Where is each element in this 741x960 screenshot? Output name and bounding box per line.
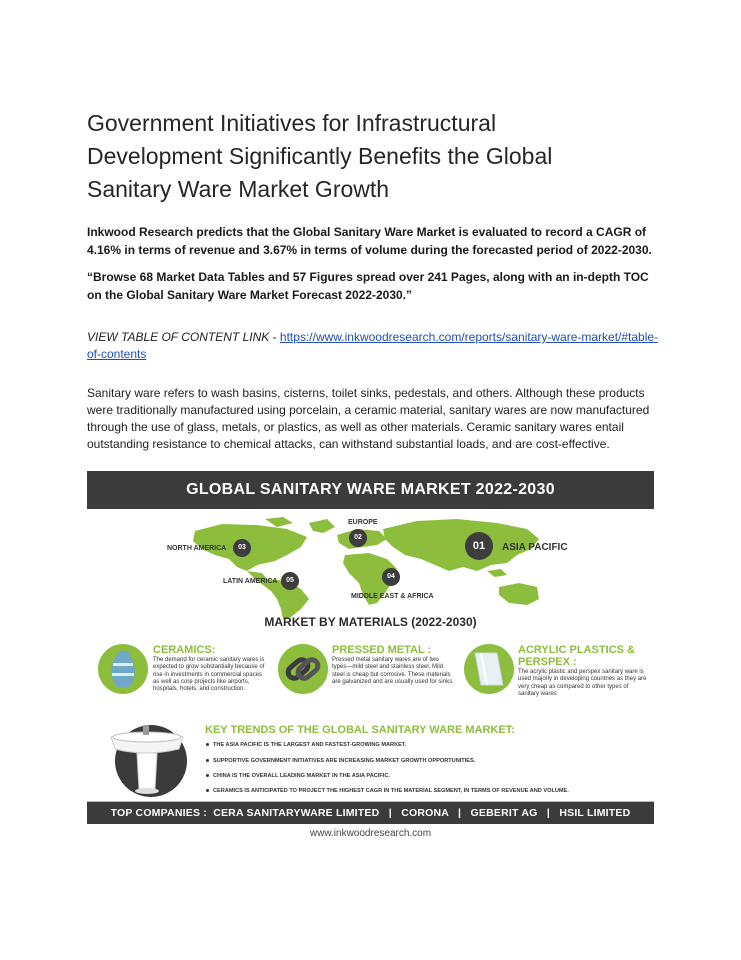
trend-text: CHINA IS THE OVERALL LEADING MARKET IN THE ASIA PACIFIC.	[213, 773, 390, 779]
infographic-banner: GLOBAL SANITARY WARE MARKET 2022-2030	[87, 471, 654, 509]
description-paragraph: Sanitary ware refers to wash basins, cisterns, toilet sinks, pedestals, and others. Although these products were traditionally manufactured using porcelain, a ceramic material, sanitary wares are now manufactured through the use of glass, metals, or plastics, as well as other materials. Ceramic sanitary wares entail outstanding resistance to chemical attacks, can withstand substantial loads, and are cost-effective.	[87, 386, 650, 451]
trend-text: CERAMICS IS ANTICIPATED TO PROJECT THE HIGHEST CAGR IN THE MATERIAL SEGMENT, IN TERMS OF REVENUE AND VOLUME.	[213, 788, 569, 794]
bullet-icon	[206, 743, 209, 746]
title-line-3: Sanitary Ware Market Growth	[87, 176, 390, 203]
acrylic-sheet-icon	[463, 643, 515, 695]
materials-title: MARKET BY MATERIALS (2022-2030)	[264, 615, 477, 629]
toc-separator: -	[269, 330, 280, 344]
region-marker-05: 05	[281, 572, 299, 590]
material-acrylic-body: The acrylic plastic and perspex sanitary ware is used majorly in developing countries as they are very cheap as compared to other types of sanitary wares	[518, 669, 647, 697]
material-acrylic	[518, 644, 650, 698]
region-marker-02: 02	[349, 529, 367, 547]
page-title	[87, 107, 687, 206]
trend-item	[206, 758, 475, 764]
region-label-north-america: NORTH AMERICA	[167, 545, 227, 552]
top-companies-bar: TOP COMPANIES : CERA SANITARYWARE LIMITED | CORONA | GEBERIT AG | HSIL LIMITED	[87, 802, 654, 824]
region-marker-03: 03	[233, 539, 251, 557]
ceramic-vase-icon	[97, 643, 149, 695]
bullet-icon	[206, 759, 209, 762]
browse-paragraph: “Browse 68 Market Data Tables and 57 Figures spread over 241 Pages, along with an in-depth TOC on the Global Sanitary Ware Market Forecast 2022-2030.”	[87, 270, 649, 302]
title-line-1: Government Initiatives for Infrastructural	[87, 110, 497, 137]
material-pressed-metal-head: PRESSED METAL :	[332, 644, 432, 656]
trends-title: KEY TRENDS OF THE GLOBAL SANITARY WARE MARKET:	[205, 724, 515, 736]
trend-item	[206, 742, 406, 748]
material-ceramics	[153, 644, 269, 693]
trend-item	[206, 788, 569, 794]
region-label-europe: EUROPE	[348, 519, 378, 526]
pedestal-sink-icon	[105, 715, 189, 799]
toc-line	[87, 329, 662, 363]
toc-label: VIEW TABLE OF CONTENT LINK	[87, 330, 270, 344]
material-acrylic-head-2: PERSPEX :	[518, 656, 577, 668]
material-ceramics-body: The demand for ceramic sanitary wares is expected to grow substantially because of rise in investments in commercial spaces as well as core projects like airports, hospitals, hotels, and construction.	[153, 657, 265, 693]
toc-link[interactable]: https://www.inkwoodresearch.com/reports/sanitary-ware-market/#table-of-contents	[87, 330, 659, 361]
region-label-middle-east-africa: MIDDLE EAST & AFRICA	[351, 593, 434, 600]
infographic	[87, 471, 654, 824]
material-ceramics-head: CERAMICS:	[153, 644, 216, 656]
chain-link-icon	[277, 643, 329, 695]
trend-text: THE ASIA PACIFIC IS THE LARGEST AND FASTEST-GROWING MARKET.	[213, 742, 407, 748]
material-pressed-metal	[332, 644, 454, 686]
region-marker-01: 01	[465, 532, 493, 560]
trend-text: SUPPORTIVE GOVERNMENT INITIATIVES ARE INCREASING MARKET GROWTH OPPORTUNITIES.	[213, 758, 476, 764]
material-pressed-metal-body: Pressed metal sanitary wares are of two types—mild steel and stainless steel. Mild steel is cheap but corrosive. These materials are galvanized and are usually used for sinks.	[332, 657, 454, 685]
title-line-2: Development Significantly Benefits the Global	[87, 143, 553, 170]
material-acrylic-head-1: ACRYLIC PLASTICS &	[518, 644, 635, 656]
bullet-icon	[206, 789, 209, 792]
region-marker-04: 04	[382, 568, 400, 586]
region-label-asia-pacific: ASIA PACIFIC	[502, 542, 568, 553]
bullet-icon	[206, 774, 209, 777]
trend-item	[206, 773, 390, 779]
region-label-latin-america: LATIN AMERICA	[223, 578, 278, 585]
intro-paragraph: Inkwood Research predicts that the Global Sanitary Ware Market is evaluated to record a CAGR of 4.16% in terms of revenue and 3.67% in terms of volume during the forecasted period of 2022-2030.	[87, 225, 652, 257]
site-url: www.inkwoodresearch.com	[309, 828, 432, 839]
continents	[193, 517, 539, 619]
